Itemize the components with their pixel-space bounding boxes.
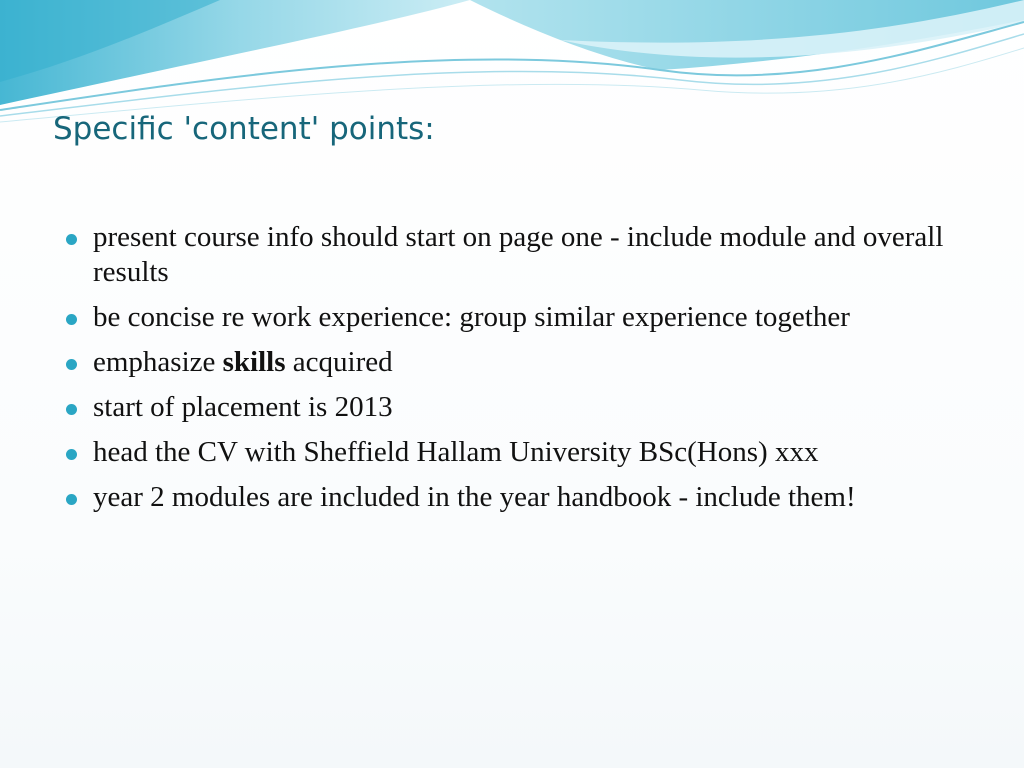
bullet-text: present course info should start on page one - include module and overall results <box>93 221 944 288</box>
bullet-text: be concise re work experience: group similar experience together <box>93 301 850 333</box>
bullet-text: year 2 modules are included in the year handbook - include them! <box>93 481 856 513</box>
bullet-dot-icon <box>66 359 77 370</box>
bullet-dot-icon <box>66 494 77 505</box>
bullet-item <box>63 390 978 425</box>
bullet-text-before: emphasize <box>93 346 223 378</box>
bullet-text: start of placement is 2013 <box>93 391 393 423</box>
bullet-list <box>63 220 978 525</box>
bullet-dot-icon <box>66 449 77 460</box>
bullet-dot-icon <box>66 234 77 245</box>
bullet-item <box>63 480 978 515</box>
bullet-item <box>63 220 978 290</box>
bullet-text-after: acquired <box>285 346 393 378</box>
bullet-text: head the CV with Sheffield Hallam University BSc(Hons) xxx <box>93 436 819 468</box>
bullet-item <box>63 435 978 470</box>
bullet-text-bold: skills <box>222 346 286 378</box>
slide-title: Specific 'content' points: <box>53 111 435 147</box>
bullet-item <box>63 300 978 335</box>
bullet-dot-icon <box>66 404 77 415</box>
bullet-item <box>63 345 978 380</box>
bullet-dot-icon <box>66 314 77 325</box>
